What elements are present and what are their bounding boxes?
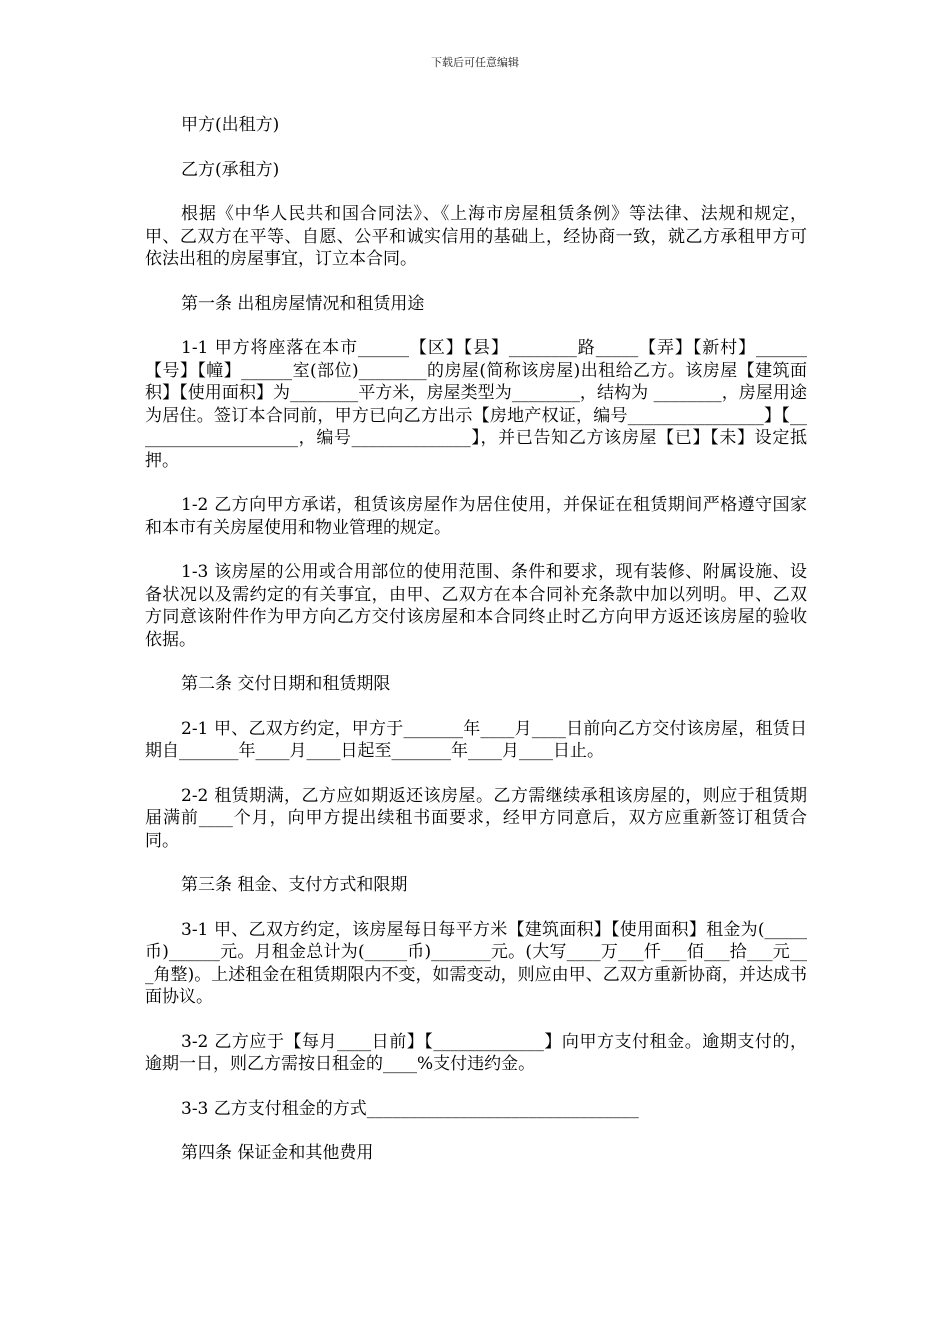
- clause-1-1: 1-1 甲方将座落在本市______【区】【县】________路_____【弄】【新村】______【号】【幢】______室(部位)________的房屋(简称该房屋)出租给乙方。该房屋【建筑面积】【使用面积】为________平方米，房屋类型为________，结构为 ________，房屋用途为居住。签订本合同前，甲方已向乙方出示【房地产权证，编号________________】【____________________，编号______________】，并已告知乙方该房屋【已】【未】设定抵押。: [145, 338, 807, 471]
- clause-2-1: 2-1 甲、乙双方约定，甲方于_______年____月____日前向乙方交付该房屋，租赁日期自_______年____月____日起至_______年____月____日止。: [145, 718, 807, 761]
- contract-body: [145, 114, 807, 1187]
- party-a-line: 甲方(出租方): [181, 115, 280, 135]
- header-note: 下载后可任意编辑: [431, 56, 519, 69]
- article-4-heading: 第四条 保证金和其他费用: [181, 1143, 374, 1163]
- clause-2-2: 2-2 租赁期满，乙方应如期返还该房屋。乙方需继续承租该房屋的，则应于租赁期届满前____个月，向甲方提出续租书面要求，经甲方同意后，双方应重新签订租赁合同。: [145, 785, 807, 851]
- article-3-heading: 第三条 租金、支付方式和限期: [181, 875, 408, 895]
- article-2-heading: 第二条 交付日期和租赁期限: [181, 674, 391, 694]
- party-b-line: 乙方(承租方): [181, 159, 280, 180]
- clause-3-2: 3-2 乙方应于【每月____日前】【_____________】向甲方支付租金。逾期支付的，逾期一日，则乙方需按日租金的____%支付违约金。: [145, 1031, 807, 1074]
- article-1-heading: 第一条 出租房屋情况和租赁用途: [181, 293, 425, 314]
- clause-1-2: 1-2 乙方向甲方承诺，租赁该房屋作为居住使用，并保证在租赁期间严格遵守国家和本市有关房屋使用和物业管理的规定。: [145, 495, 807, 538]
- clause-1-3: 1-3 该房屋的公用或合用部位的使用范围、条件和要求，现有装修、附属设施、设备状况以及需约定的有关事宜，由甲、乙双方在本合同补充条款中加以列明。甲、乙双方同意该附件作为甲方向乙方交付该房屋和本合同终止时乙方向甲方返还该房屋的验收依据。: [145, 562, 807, 650]
- clause-3-1: 3-1 甲、乙双方约定，该房屋每日每平方米【建筑面积】【使用面积】租金为(_____币)______元。月租金总计为(_____币)_______元。(大写____万___仟___佰___拾___元___角整)。上述租金在租赁期限内不变，如需变动，则应由甲、乙双方重新协商，并达成书面协议。: [145, 919, 807, 1007]
- preamble-paragraph: 根据《中华人民共和国合同法》、《上海市房屋租赁条例》等法律、法规和规定，甲、乙双方在平等、自愿、公平和诚实信用的基础上，经协商一致，就乙方承租甲方可依法出租的房屋事宜，订立本合同。: [145, 204, 807, 269]
- clause-3-3: 3-3 乙方支付租金的方式________________________________: [181, 1098, 639, 1119]
